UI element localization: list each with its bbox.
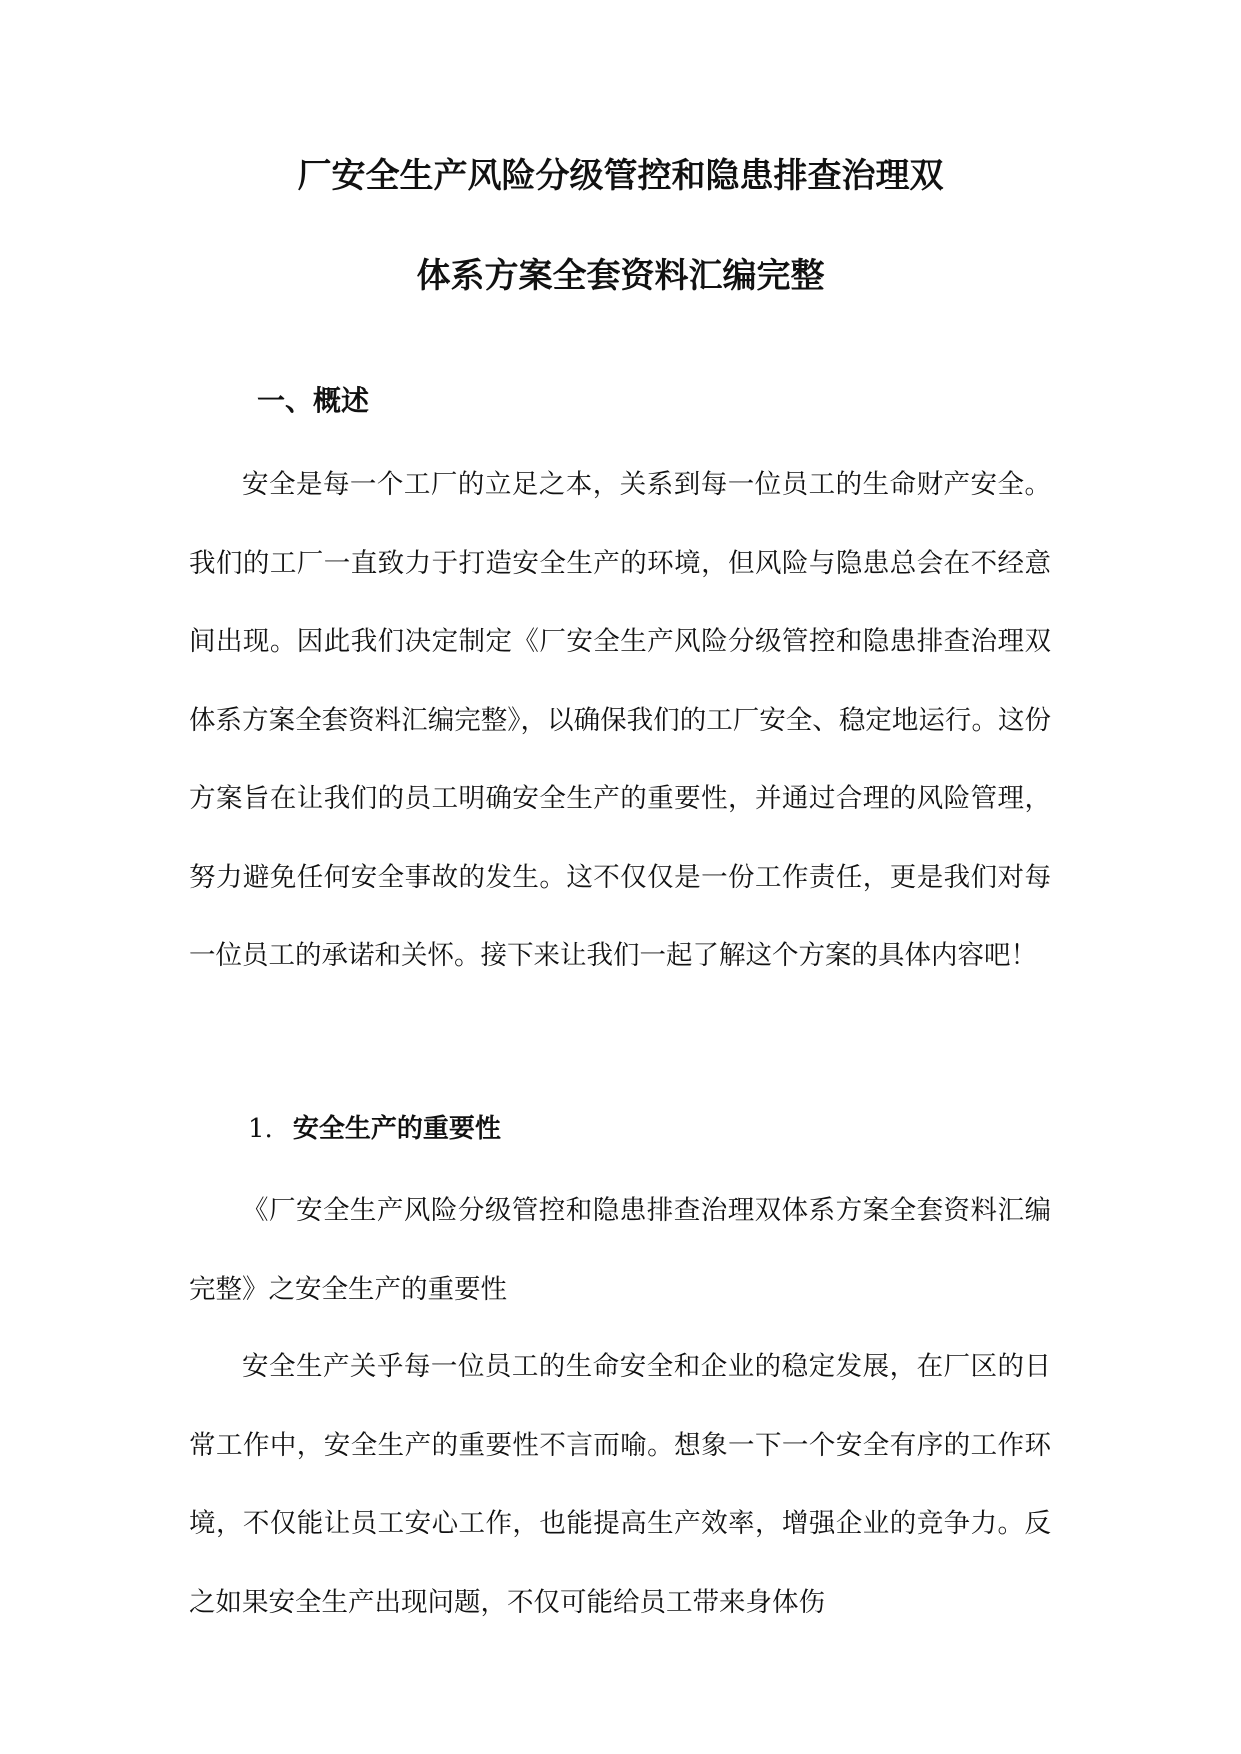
subsection-number: 1. (248, 1114, 273, 1144)
subsection-title: 安全生产的重要性 (292, 1114, 501, 1144)
subsection-paragraph-2: 安全生产关乎每一位员工的生命安全和企业的稳定发展，在厂区的日常工作中，安全生产的重要性不言而喻。想象一下一个安全有序的工作环境，不仅能让员工安心工作，也能提高生产效率，增强企业的竞争力。反之如果安全生产出现问题，不仅可能给员工带来身体伤 (189, 1351, 1051, 1618)
document-title-line-2: 体系方案全套资料汇编完整 (416, 256, 825, 296)
subsection-paragraph-1: 《厂安全生产风险分级管控和隐患排查治理双体系方案全套资料汇编完整》之安全生产的重要性 (189, 1195, 1051, 1305)
section-heading-overview: 一、概述 (257, 384, 370, 417)
overview-paragraph: 安全是每一个工厂的立足之本，关系到每一位员工的生命财产安全。我们的工厂一直致力于打造安全生产的环境，但风险与隐患总会在不经意间出现。因此我们决定制定《厂安全生产风险分级管控和隐患排查治理双体系方案全套资料汇编完整》，以确保我们的工厂安全、稳定地运行。这份方案旨在让我们的员工明确安全生产的重要性，并通过合理的风险管理，努力避免任何安全事故的发生。这不仅仅是一份工作责任，更是我们对每一位员工的承诺和关怀。接下来让我们一起了解这个方案的具体内容吧！ (189, 469, 1051, 971)
subsection-heading (248, 1112, 501, 1146)
document-title-line-1: 厂安全生产风险分级管控和隐患排查治理双 (297, 156, 944, 196)
